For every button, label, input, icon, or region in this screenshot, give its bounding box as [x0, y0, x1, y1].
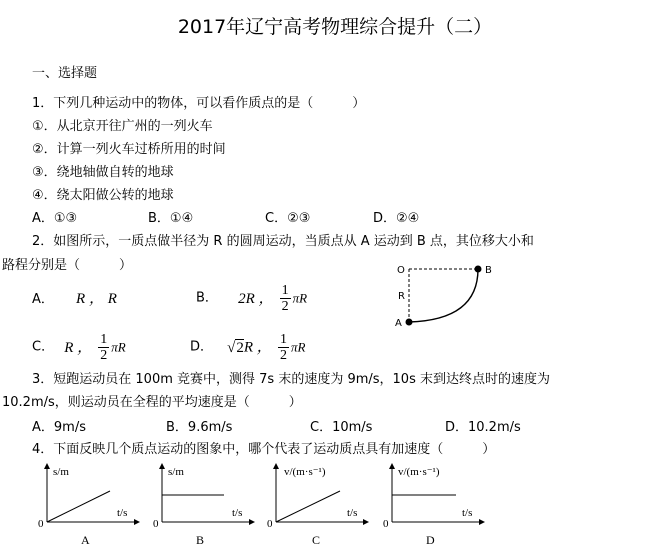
q3-option-d[interactable]: D．10.2m/s [445, 420, 521, 435]
x-axis-label: t/s [232, 507, 243, 519]
y-axis-label: s/m [168, 466, 184, 478]
q1-option-b[interactable]: B．①④ [148, 211, 194, 226]
graph-label: B [196, 533, 205, 547]
pi-r: πR [292, 290, 308, 306]
q1-item-4: ④．绕太阳做公转的地球 [32, 188, 174, 203]
q3-option-c[interactable]: C．10m/s [310, 420, 373, 435]
page-title: 2017年辽宁高考物理综合提升（二） [177, 16, 493, 38]
origin-label: 0 [267, 518, 273, 530]
graph-label: A [81, 533, 90, 547]
q3-stem-line2: 10.2m/s，则运动员在全程的平均速度是（ ） [2, 395, 302, 410]
pi-r: πR [111, 339, 126, 355]
graph-d[interactable] [378, 462, 493, 550]
q2-option-c[interactable] [32, 332, 126, 363]
q1-stem: 1．下列几种运动中的物体，可以看作质点的是（ ） [32, 96, 366, 111]
option-value: R ， [64, 339, 93, 356]
q3-option-a[interactable]: A．9m/s [32, 420, 86, 435]
option-value: R ， R [76, 291, 117, 307]
q1-item-1: ①．从北京开往广州的一列火车 [32, 119, 213, 134]
x-axis-label: t/s [117, 507, 128, 519]
q1-option-a[interactable]: A．①③ [32, 211, 78, 226]
pi-r: πR [290, 339, 306, 355]
option-value: R ， [243, 339, 272, 356]
circular-motion-figure [390, 260, 500, 332]
q3-stem-line1: 3．短跑运动员在 100m 竞赛中，测得 7s 末的速度为 9m/s，10s 末到达终点时的速度为 [32, 372, 550, 387]
origin-label: 0 [153, 518, 159, 530]
q1-option-c[interactable]: C．②③ [265, 211, 311, 226]
option-label: B． [196, 290, 218, 306]
origin-label: 0 [38, 518, 44, 530]
y-axis-label: v/(m·s⁻¹) [398, 466, 440, 478]
point-a-label: A [395, 318, 402, 329]
q2-stem-line2: 路程分别是（ ） [2, 258, 133, 273]
option-label: A． [32, 292, 54, 307]
section-heading: 一、选择题 [32, 66, 98, 81]
point-o-label: O [397, 265, 405, 276]
q4-stem: 4．下面反映几个质点运动的图象中，哪个代表了运动质点具有加速度（ ） [32, 442, 496, 457]
x-axis-label: t/s [462, 507, 473, 519]
q1-item-2: ②．计算一列火车过桥所用的时间 [32, 142, 226, 157]
x-axis-label: t/s [347, 507, 358, 519]
option-label: D． [190, 339, 214, 355]
fraction-half: $\frac{1}{2}$ [281, 283, 289, 314]
option-label: C． [32, 339, 55, 355]
graph-b[interactable] [148, 462, 258, 550]
sqrt-icon: √ [227, 339, 236, 356]
q3-option-b[interactable]: B．9.6m/s [166, 420, 233, 435]
q2-option-a[interactable] [32, 290, 117, 309]
option-value: 2R ， [238, 290, 274, 307]
y-axis-label: v/(m·s⁻¹) [284, 466, 326, 478]
q2-option-b[interactable] [196, 283, 307, 314]
q1-item-3: ③．绕地轴做自转的地球 [32, 165, 174, 180]
origin-label: 0 [383, 518, 389, 530]
q2-stem-line1: 2．如图所示，一质点做半径为 R 的圆周运动，当质点从 A 运动到 B 点，其位移大小和 [32, 234, 534, 249]
q2-option-d[interactable] [190, 332, 305, 363]
graph-c[interactable] [262, 462, 377, 550]
graph-label: C [312, 533, 321, 547]
point-b-label: B [485, 265, 492, 276]
graph-label: D [426, 533, 435, 547]
radius-label: R [398, 291, 405, 302]
fraction-half: $\frac{1}{2}$ [279, 332, 287, 363]
y-axis-label: s/m [53, 466, 69, 478]
sqrt-value: 2 [236, 339, 244, 356]
fraction-half: $\frac{1}{2}$ [100, 332, 108, 363]
q1-option-d[interactable]: D．②④ [373, 211, 420, 226]
graph-a[interactable] [33, 462, 143, 550]
